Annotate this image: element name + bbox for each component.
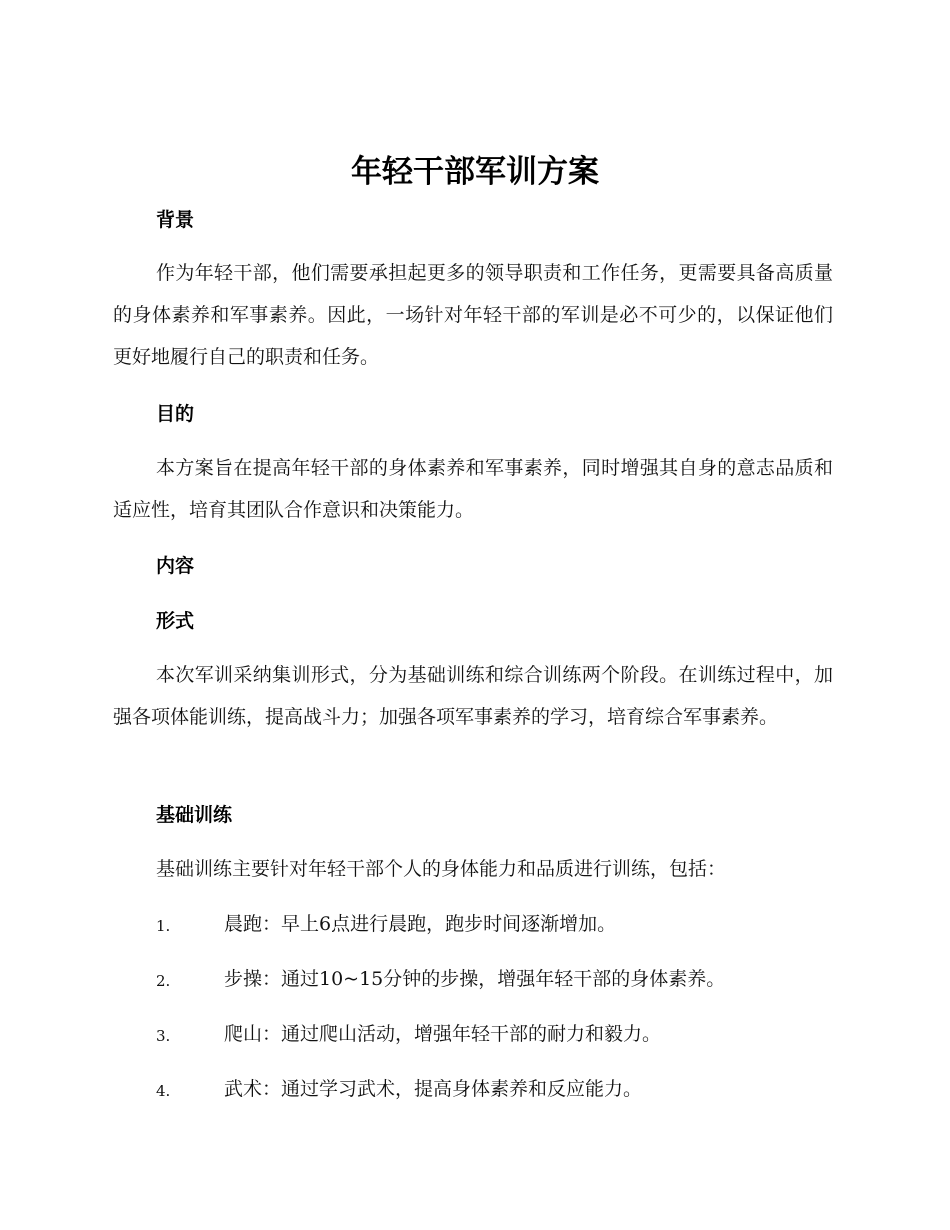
- section-body-basic-training: 基础训练主要针对年轻干部个人的身体能力和品质进行训练，包括：: [156, 858, 727, 880]
- list-text: 步操：通过10~15分钟的步操，增强年轻干部的身体素养。: [224, 968, 726, 990]
- section-heading-content: 内容: [156, 555, 195, 577]
- list-number: 2.: [156, 972, 171, 990]
- section-body-purpose: 本方案旨在提高年轻干部的身体素养和军事素养，同时增强其自身的意志品质和适应性，培育其团队合作意识和决策能力。: [113, 457, 833, 521]
- section-heading-form: 形式: [156, 610, 195, 632]
- list-number: 4.: [156, 1082, 171, 1100]
- list-text: 爬山：通过爬山活动，增强年轻干部的耐力和毅力。: [224, 1023, 662, 1045]
- section-heading-background: 背景: [156, 209, 195, 231]
- section-heading-basic-training: 基础训练: [156, 804, 233, 826]
- section-body-form: 本次军训采纳集训形式，分为基础训练和综合训练两个阶段。在训练过程中，加强各项体能训练，提高战斗力；加强各项军事素养的学习，培育综合军事素养。: [113, 664, 833, 728]
- document-title: 年轻干部军训方案: [351, 154, 599, 190]
- section-heading-purpose: 目的: [156, 403, 195, 425]
- list-number: 1.: [156, 917, 171, 935]
- list-text: 晨跑：早上6点进行晨跑，跑步时间逐渐增加。: [224, 913, 617, 935]
- section-body-background: 作为年轻干部，他们需要承担起更多的领导职责和工作任务，更需要具备高质量的身体素养和军事素养。因此，一场针对年轻干部的军训是必不可少的，以保证他们更好地履行自己的职责和任务。: [113, 262, 833, 368]
- list-text: 武术：通过学习武术，提高身体素养和反应能力。: [224, 1078, 643, 1100]
- list-number: 3.: [156, 1027, 171, 1045]
